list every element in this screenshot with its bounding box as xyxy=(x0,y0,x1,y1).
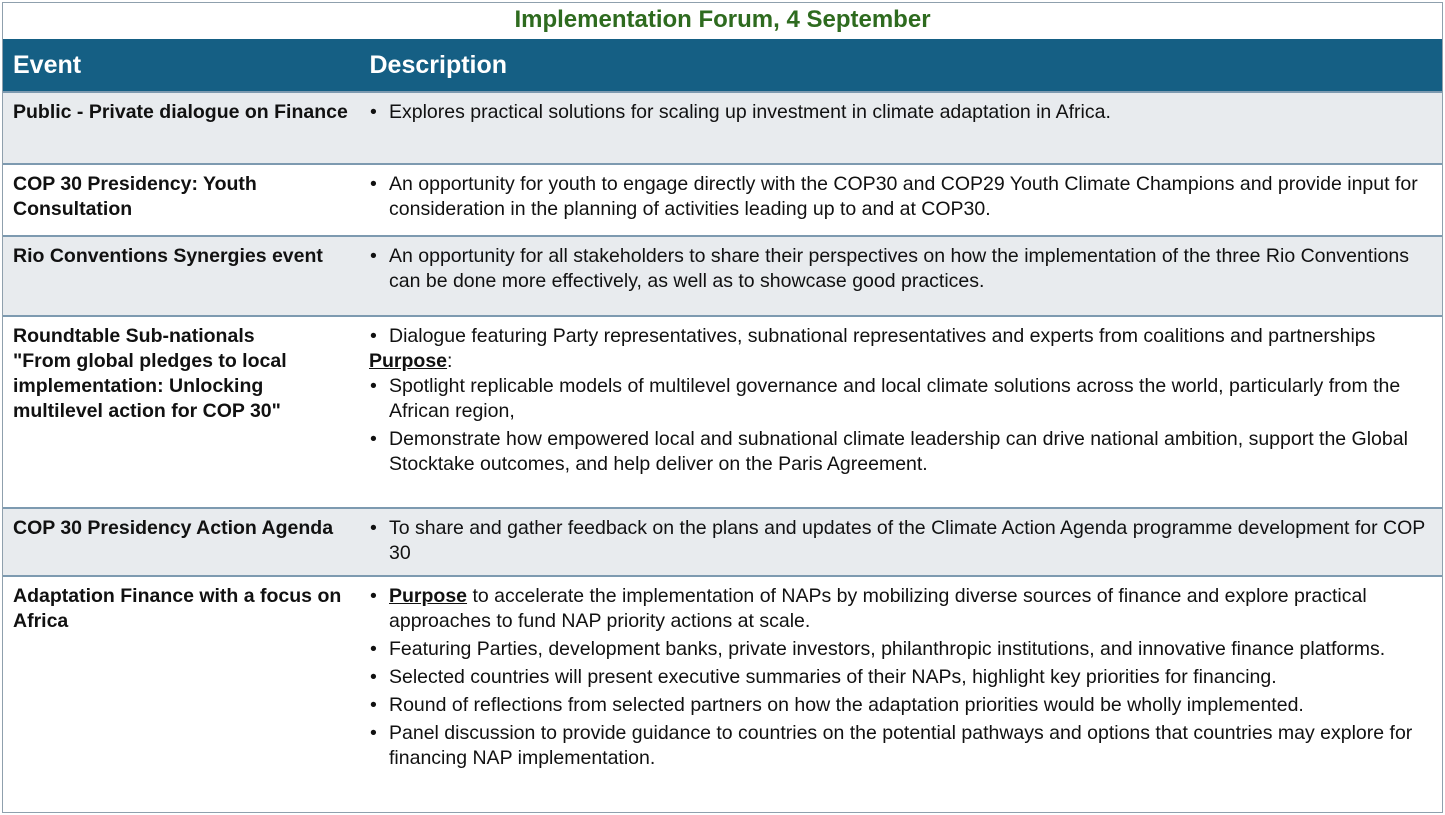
event-cell xyxy=(3,316,359,508)
event-cell xyxy=(3,164,359,236)
list-item xyxy=(369,584,1432,634)
column-header-description: Description xyxy=(359,39,1442,92)
purpose-label: Purpose xyxy=(369,350,448,372)
list-item: • Selected countries will present executive summaries of their NAPs, highlight key priorities for financing. xyxy=(369,665,1432,690)
table-header-row xyxy=(3,39,1442,92)
table-row xyxy=(3,316,1442,508)
purpose-label: Purpose xyxy=(389,585,468,607)
table-row xyxy=(3,236,1442,316)
purpose-heading xyxy=(369,349,1432,374)
list-item: • Featuring Parties, development banks, private investors, philanthropic institutions, and innovative finance platforms. xyxy=(369,637,1432,662)
list-item: • Panel discussion to provide guidance to countries on the potential pathways and options that countries may explore for financing NAP implementation. xyxy=(369,721,1432,771)
list-item: • Explores practical solutions for scaling up investment in climate adaptation in Africa. xyxy=(369,100,1432,125)
list-item: • An opportunity for all stakeholders to share their perspectives on how the implementation of the three Rio Conventions can be done more effectively, as well as to showcase good practices. xyxy=(369,244,1432,294)
event-cell xyxy=(3,236,359,316)
event-name: COP 30 Presidency: Youth Consultation xyxy=(13,173,257,220)
description-cell xyxy=(359,316,1442,508)
bullet-list xyxy=(369,324,1432,349)
bullet-list xyxy=(369,100,1432,125)
table-row xyxy=(3,508,1442,576)
table-row xyxy=(3,92,1442,164)
event-cell xyxy=(3,508,359,576)
list-item: • To share and gather feedback on the plans and updates of the Climate Action Agenda programme development for COP 30 xyxy=(369,516,1432,566)
description-cell xyxy=(359,236,1442,316)
event-name: COP 30 Presidency Action Agenda xyxy=(13,517,334,539)
description-cell xyxy=(359,164,1442,236)
column-header-event: Event xyxy=(3,39,359,92)
description-cell xyxy=(359,576,1442,779)
purpose-colon: : xyxy=(447,350,453,372)
table-row xyxy=(3,164,1442,236)
event-name: Roundtable Sub-nationals xyxy=(13,325,255,347)
event-cell xyxy=(3,92,359,164)
event-subtitle: "From global pledges to local implementation: Unlocking multilevel action for COP 30" xyxy=(13,350,287,422)
list-item: • Demonstrate how empowered local and subnational climate leadership can drive national ambition, support the Global Stocktake outcomes, and help deliver on the Paris Agreement. xyxy=(369,427,1432,477)
events-table xyxy=(3,39,1442,779)
bullet-list xyxy=(369,244,1432,294)
list-item: • Spotlight replicable models of multilevel governance and local climate solutions across the world, particularly from the African region, xyxy=(369,374,1432,424)
event-name: Rio Conventions Synergies event xyxy=(13,245,323,267)
event-name: Public - Private dialogue on Finance xyxy=(13,101,348,123)
table-row xyxy=(3,576,1442,779)
bullet-list xyxy=(369,516,1432,566)
purpose-text: to accelerate the implementation of NAPs by mobilizing diverse sources of finance and explore practical approaches to fund NAP priority actions at scale. xyxy=(389,585,1367,632)
schedule-frame xyxy=(2,2,1443,813)
list-item: • An opportunity for youth to engage directly with the COP30 and COP29 Youth Climate Champions and provide input for consideration in the planning of activities leading up to and at COP30. xyxy=(369,172,1432,222)
list-item: • Round of reflections from selected partners on how the adaptation priorities would be wholly implemented. xyxy=(369,693,1432,718)
purpose-bullet-list xyxy=(369,374,1432,477)
event-name: Adaptation Finance with a focus on Africa xyxy=(13,585,342,632)
event-cell xyxy=(3,576,359,779)
bullet-list xyxy=(369,172,1432,222)
description-cell xyxy=(359,92,1442,164)
list-item: • Dialogue featuring Party representatives, subnational representatives and experts from coalitions and partnerships xyxy=(369,324,1432,349)
bullet-list xyxy=(369,584,1432,771)
description-cell xyxy=(359,508,1442,576)
page-title: Implementation Forum, 4 September xyxy=(514,6,931,33)
